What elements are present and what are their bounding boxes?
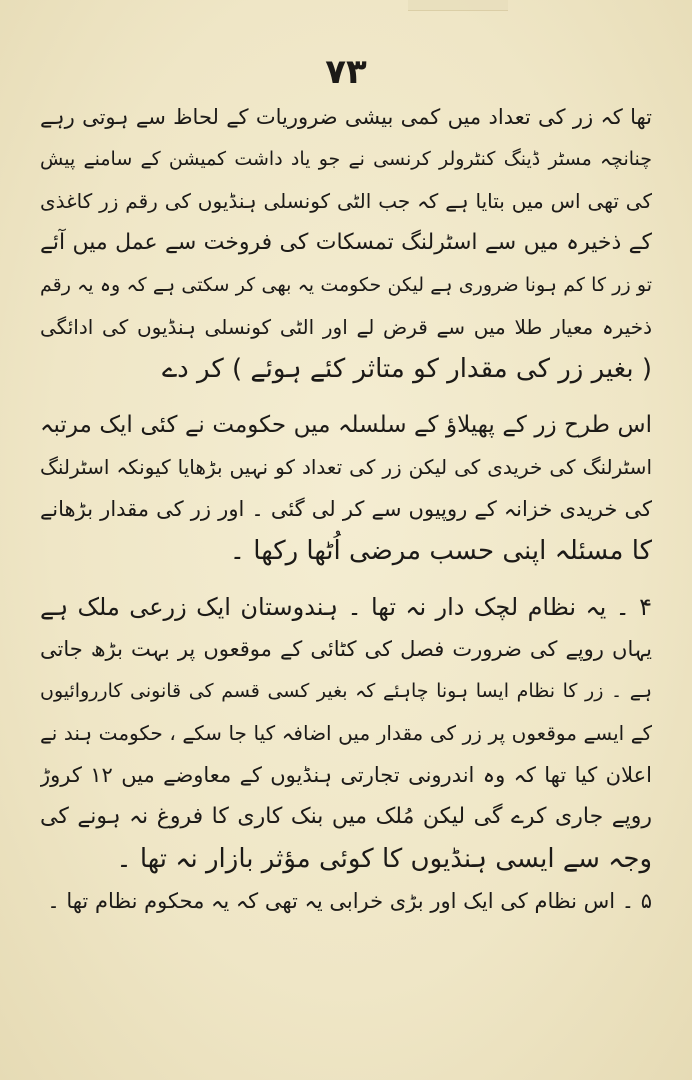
tape-strip xyxy=(408,0,508,11)
text-line: کا مسئلہ اپنی حسب مرضی اُٹھا رکھا ۔ xyxy=(229,536,652,566)
text-line: اس طرح زر کے پھیلاؤ کے سلسلہ میں حکومت نے کئی ایک مرتبہ xyxy=(40,412,652,438)
text-line: ذخیرہ معیار طلا میں سے قرض لے اور الٹی کونسلی ہنڈیوں کی ادائگی xyxy=(40,315,652,339)
text-line: ۵ ۔ اس نظام کی ایک اور بڑی خرابی یہ تھی کہ یہ محکوم نظام تھا ۔ xyxy=(47,889,652,913)
text-line: کے ایسے موقعوں پر زر کی مقدار میں اضافہ کیا جا سکے ، حکومت ہند نے xyxy=(40,721,652,745)
text-line: تھا کہ زر کی تعداد میں کمی بیشی ضروریات کے لحاظ سے ہوتی رہے xyxy=(40,105,652,129)
text-line: چنانچہ مسٹر ڈینگ کنٹرولر کرنسی نے جو یاد داشت کمیشن کے سامنے پیش xyxy=(40,148,652,170)
text-line: روپے جاری کرے گی لیکن مُلک میں بنک کاری کا فروغ نہ ہونے کی xyxy=(40,804,652,829)
text-line: کے ذخیرہ میں سے اسٹرلنگ تمسکات کی فروخت سے عمل میں آئے xyxy=(40,230,652,255)
paragraph-4 xyxy=(40,880,652,922)
text-line: کی تھی اس میں بتایا ہے کہ جب الٹی کونسلی ہنڈیوں کی رقم زر کاغذی xyxy=(40,189,652,213)
text-line: کی خریدی خزانہ کے روپیوں سے کر لی گئی ۔ اور زر کی مقدار بڑھانے xyxy=(40,497,652,521)
text-line: اعلان کیا تھا کہ وہ اندرونی تجارتی ہنڈیوں کے معاوضے میں ۱۲ کروڑ xyxy=(40,763,652,787)
text-line: ( بغیر زر کی مقدار کو متاثر کئے ہوئے ) کر دے xyxy=(161,354,652,384)
page-number: ۷۳ xyxy=(325,52,367,92)
text-line: ہے ۔ زر کا نظام ایسا ہونا چاہئے کہ بغیر کسی قسم کی قانونی کارروائیوں xyxy=(40,680,652,702)
paragraph-2 xyxy=(40,404,652,572)
paragraph-1 xyxy=(40,96,652,390)
text-line: اسٹرلنگ کی خریدی کی لیکن زر کی تعداد کو نہیں بڑھایا کیونکہ اسٹرلنگ xyxy=(40,455,652,479)
text-line: ۴ ۔ یہ نظام لچک دار نہ تھا ۔ ہندوستان ایک زرعی ملک ہے xyxy=(40,593,652,621)
text-line: وجہ سے ایسی ہنڈیوں کا کوئی مؤثر بازار نہ تھا ۔ xyxy=(116,844,652,874)
page-text xyxy=(40,96,652,922)
text-line: تو زر کا کم ہونا ضروری ہے لیکن حکومت یہ بھی کر سکتی ہے کہ وہ یہ رقم xyxy=(40,274,652,296)
text-line: یہاں روپے کی ضرورت فصل کی کٹائی کے موقعوں پر بہت بڑھ جاتی xyxy=(40,637,652,661)
paragraph-3 xyxy=(40,586,652,880)
